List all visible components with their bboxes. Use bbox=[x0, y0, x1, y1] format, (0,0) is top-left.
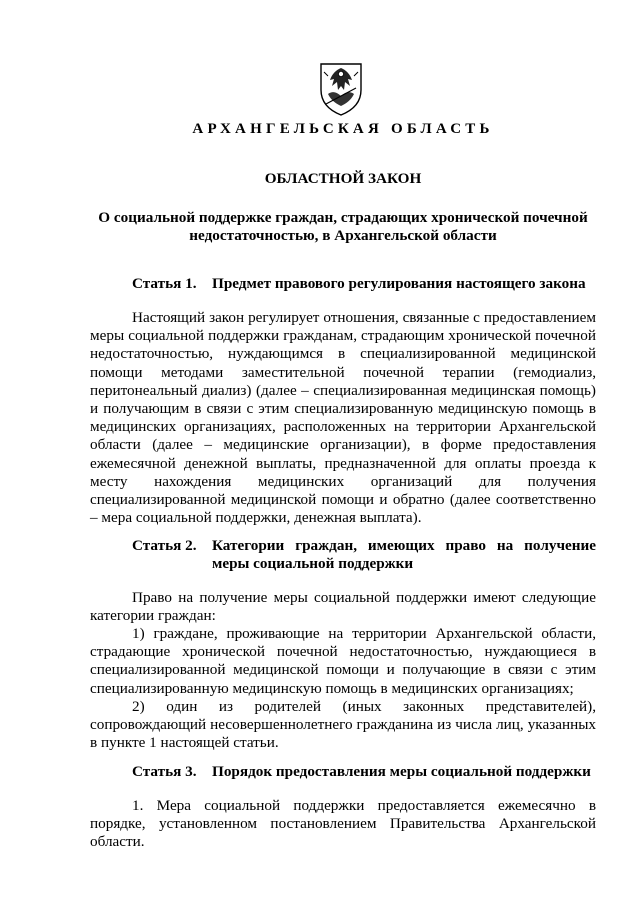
region-heading: АРХАНГЕЛЬСКАЯ ОБЛАСТЬ bbox=[192, 121, 494, 137]
article-2-paragraph-1: Право на получение меры социальной поддержки имеют следующие категории граждан: bbox=[90, 589, 596, 625]
law-title: О социальной поддержке граждан, страдающих хронической почечной недостаточностью, в Архангельской области bbox=[98, 209, 588, 245]
article-title: Категории граждан, имеющих право на получение меры социальной поддержки bbox=[212, 537, 596, 573]
article-title: Порядок предоставления меры социальной поддержки bbox=[212, 763, 591, 780]
article-number: Статья 1. bbox=[132, 275, 197, 292]
article-number: Статья 3. bbox=[132, 763, 197, 780]
coat-of-arms-icon bbox=[318, 60, 364, 116]
article-title: Предмет правового регулирования настоящего закона bbox=[212, 275, 586, 292]
article-1-heading bbox=[132, 275, 596, 293]
article-1-paragraph: Настоящий закон регулирует отношения, связанные с предоставлением меры социальной поддержки гражданам, страдающим хронической почечной недостаточностью, нуждающимся в специализированной медицинской помощи методами заместительной почечной терапии (гемодиализ, перитонеальный диализ) (далее – специализированная медицинская помощь) и получающим в связи с этим специализированную медицинскую помощь в медицинских организациях, расположенных на территории Архангельской области (далее – медицинские организации), в форме предоставления ежемесячной денежной выплаты, предназначенной для оплаты проезда к месту нахождения медицинских организаций для получения специализированной медицинской помощи и обратно (далее соответственно – мера социальной поддержки, денежная выплата). bbox=[90, 309, 596, 527]
law-type-heading: ОБЛАСТНОЙ ЗАКОН bbox=[264, 170, 422, 187]
article-2-paragraph-3: 2) один из родителей (иных законных представителей), сопровождающий несовершеннолетнего гражданина из числа лиц, указанных в пункте 1 настоящей статьи. bbox=[90, 698, 596, 752]
article-2-heading bbox=[132, 537, 596, 573]
article-3-heading bbox=[132, 763, 596, 781]
article-2-paragraph-2: 1) граждане, проживающие на территории Архангельской области, страдающие хронической почечной недостаточностью, нуждающиеся в специализированной медицинской помощи и получающие в связи с этим специализированную медицинскую помощь в медицинских организациях; bbox=[90, 625, 596, 697]
article-number: Статья 2. bbox=[132, 537, 197, 554]
article-3-paragraph-1: 1. Мера социальной поддержки предоставляется ежемесячно в порядке, установленном постановлением Правительства Архангельской области. bbox=[90, 797, 596, 851]
